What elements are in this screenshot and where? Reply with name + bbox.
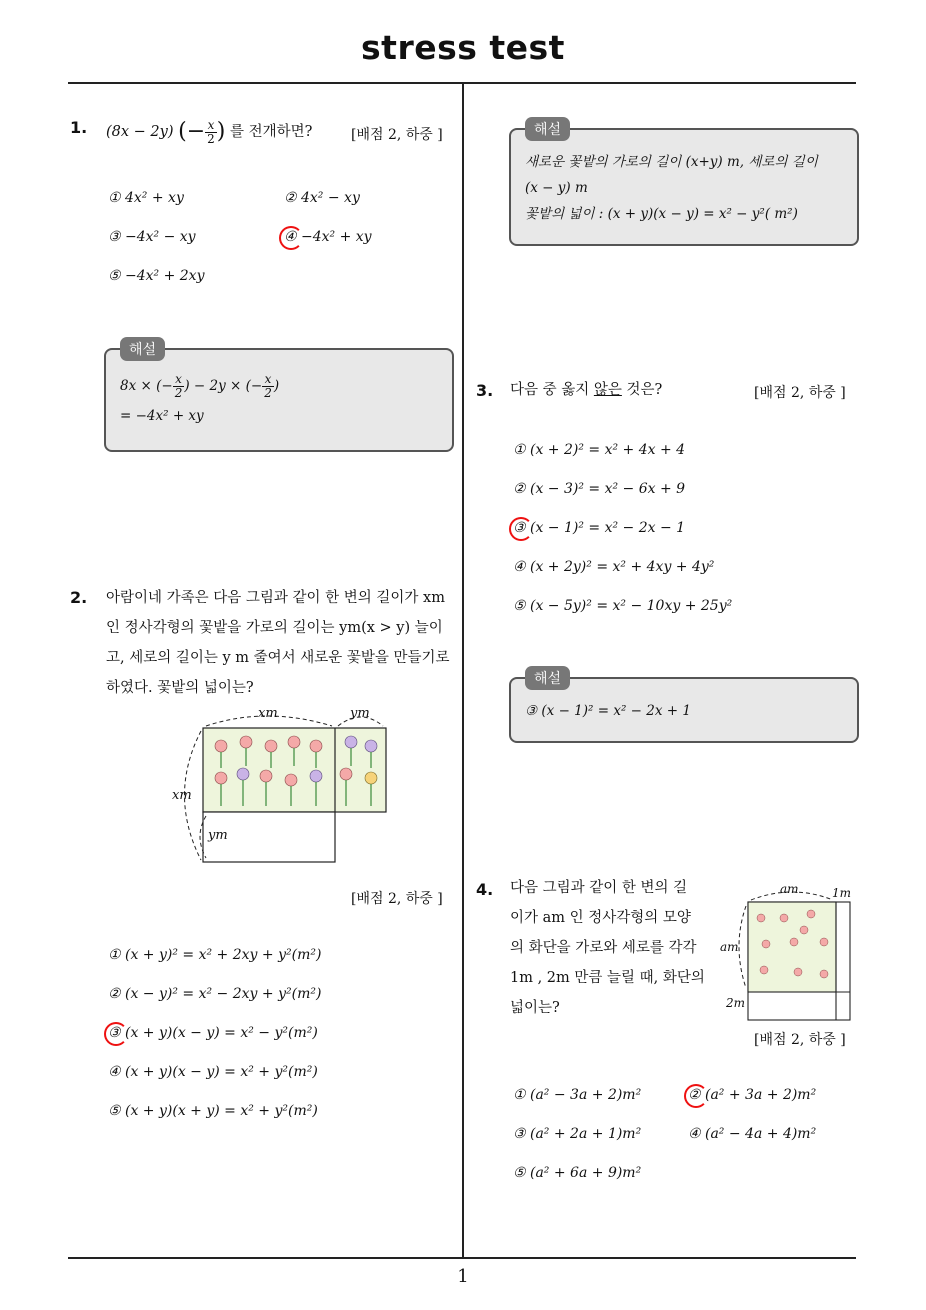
q2-score: [배점 2, 하중 ] [351, 891, 443, 907]
question-number-4: 4. [476, 880, 494, 899]
q1-explanation-line-1: 8x × (− $\frac{x}{2}$ ) − 2y × (− $\frac{x}{2}$ ) [120, 372, 280, 400]
q4-fig-top-1: 1m [832, 886, 852, 900]
question-4-stem [510, 873, 710, 1023]
q3-choice-2[interactable]: ② (x − 3)² = x² − 6x + 9 [513, 481, 686, 497]
q2-answer-circle-icon [104, 1022, 128, 1046]
q4-line-3: 의 화단을 가로와 세로를 각각 [510, 940, 697, 956]
q3-choice-4[interactable]: ④ (x + 2y)² = x² + 4xy + 4y² [513, 559, 715, 575]
q1-score: [배점 2, 하중 ] [351, 127, 443, 143]
q1-question-text: 를 전개하면? [230, 124, 313, 140]
q3-answer-circle-icon [509, 517, 533, 541]
q3-explanation-text: ③ (x − 1)² = x² − 2x + 1 [525, 703, 691, 719]
q3-choice-3[interactable]: ③ (x − 1)² = x² − 2x − 1 [513, 520, 686, 536]
question-number-1: 1. [70, 118, 88, 137]
q1-choice-5[interactable]: ⑤ −4x² + 2xy [108, 268, 205, 284]
page-number: 1 [457, 1266, 469, 1287]
q4-answer-circle-icon [684, 1084, 708, 1108]
q2-solution-box [509, 122, 859, 246]
q2-fig-inner-y: ym [208, 828, 228, 843]
q4-line-4: 1m , 2m 만큼 늘릴 때, 화단의 [510, 970, 705, 986]
q2-choice-4[interactable]: ④ (x + y)(x − y) = x² + y²(m²) [108, 1064, 318, 1080]
q2-line-3: 고, 세로의 길이는 y m 줄여서 새로운 꽃밭을 만들기로 [106, 650, 450, 666]
q1-choice-3[interactable]: ③ −4x² − xy [108, 229, 196, 245]
q1-paren-close: ) [216, 119, 226, 144]
q1-choice-1[interactable]: ① 4x² + xy [108, 190, 184, 206]
q2-fig-top-y: ym [350, 706, 370, 721]
q4-choice-2[interactable]: ② (a² + 3a + 2)m² [688, 1087, 817, 1103]
q2-solution-line-1: 새로운 꽃밭의 가로의 길이 (x+y) m, 세로의 길이 [525, 154, 818, 170]
q1-choice-2[interactable]: ② 4x² − xy [284, 190, 360, 206]
q4-line-2: 이가 am 인 정사각형의 모양 [510, 910, 691, 926]
q2-fig-left-x: xm [172, 788, 192, 803]
question-1-stem [106, 117, 312, 147]
q4-choice-1[interactable]: ① (a² − 3a + 2)m² [513, 1087, 642, 1103]
q2-solution-line-2: (x − y) m [525, 180, 588, 196]
q1-explanation-box [104, 342, 454, 452]
q2-choice-1[interactable]: ① (x + y)² = x² + 2xy + y²(m²) [108, 947, 322, 963]
q3-choice-1[interactable]: ① (x + 2)² = x² + 4x + 4 [513, 442, 686, 458]
q4-line-1: 다음 그림과 같이 한 변의 길 [510, 880, 688, 896]
q3-explanation-box [509, 671, 859, 743]
q4-choice-4[interactable]: ④ (a² − 4a + 4)m² [688, 1126, 817, 1142]
q2-fig-top-x: xm [258, 706, 278, 721]
document-title: stress test [361, 28, 565, 67]
q2-choice-3[interactable]: ③ (x + y)(x − y) = x² − y²(m²) [108, 1025, 318, 1041]
q3-choice-5[interactable]: ⑤ (x − 5y)² = x² − 10xy + 25y² [513, 598, 733, 614]
q4-fig-top-a: am [780, 882, 799, 896]
question-number-2: 2. [70, 588, 88, 607]
q2-line-4: 하였다. 꽃밭의 넓이는? [106, 680, 254, 696]
q3-underlined-word: 않은 [593, 382, 622, 398]
q2-choice-2[interactable]: ② (x − y)² = x² − 2xy + y²(m²) [108, 986, 322, 1002]
q2-line-1: 아람이네 가족은 다음 그림과 같이 한 변의 길이가 xm [106, 590, 445, 606]
q4-choice-3[interactable]: ③ (a² + 2a + 1)m² [513, 1126, 642, 1142]
question-number-3: 3. [476, 381, 494, 400]
q4-fig-left-a: am [720, 940, 739, 954]
q1-choice-4[interactable]: ④ −4x² + xy [284, 229, 372, 245]
q2-choice-5[interactable]: ⑤ (x + y)(x + y) = x² + y²(m²) [108, 1103, 318, 1119]
q2-garden-figure [166, 700, 426, 870]
q4-line-5: 넓이는? [510, 1000, 560, 1016]
q4-fig-bottom-2: 2m [726, 996, 746, 1010]
q2-solution-tag: 해설 [525, 117, 570, 141]
q1-fraction: $\frac{x}{2}$ [207, 117, 215, 146]
q3-score: [배점 2, 하중 ] [754, 385, 846, 401]
q3-explanation-tag: 해설 [525, 666, 570, 690]
q2-solution-line-3: 꽃밭의 넓이 : (x + y)(x − y) = x² − y²( m²) [525, 206, 798, 222]
question-3-stem: 다음 중 옳지 않은 것은? [510, 382, 663, 398]
q1-expression: (8x − 2y) [106, 124, 174, 140]
column-divider [462, 83, 464, 1258]
q4-score: [배점 2, 하중 ] [754, 1032, 846, 1048]
q4-choice-5[interactable]: ⑤ (a² + 6a + 9)m² [513, 1165, 642, 1181]
question-2-stem [106, 583, 458, 703]
q2-line-2: 인 정사각형의 꽃밭을 가로의 길이는 ym(x > y) 늘이 [106, 620, 443, 636]
q1-answer-circle-icon [279, 226, 303, 250]
q1-explanation-tag: 해설 [120, 337, 165, 361]
q1-neg-open: (− [178, 119, 206, 144]
q1-explanation-line-2: = −4x² + xy [120, 408, 204, 424]
footer-rule [68, 1257, 856, 1259]
